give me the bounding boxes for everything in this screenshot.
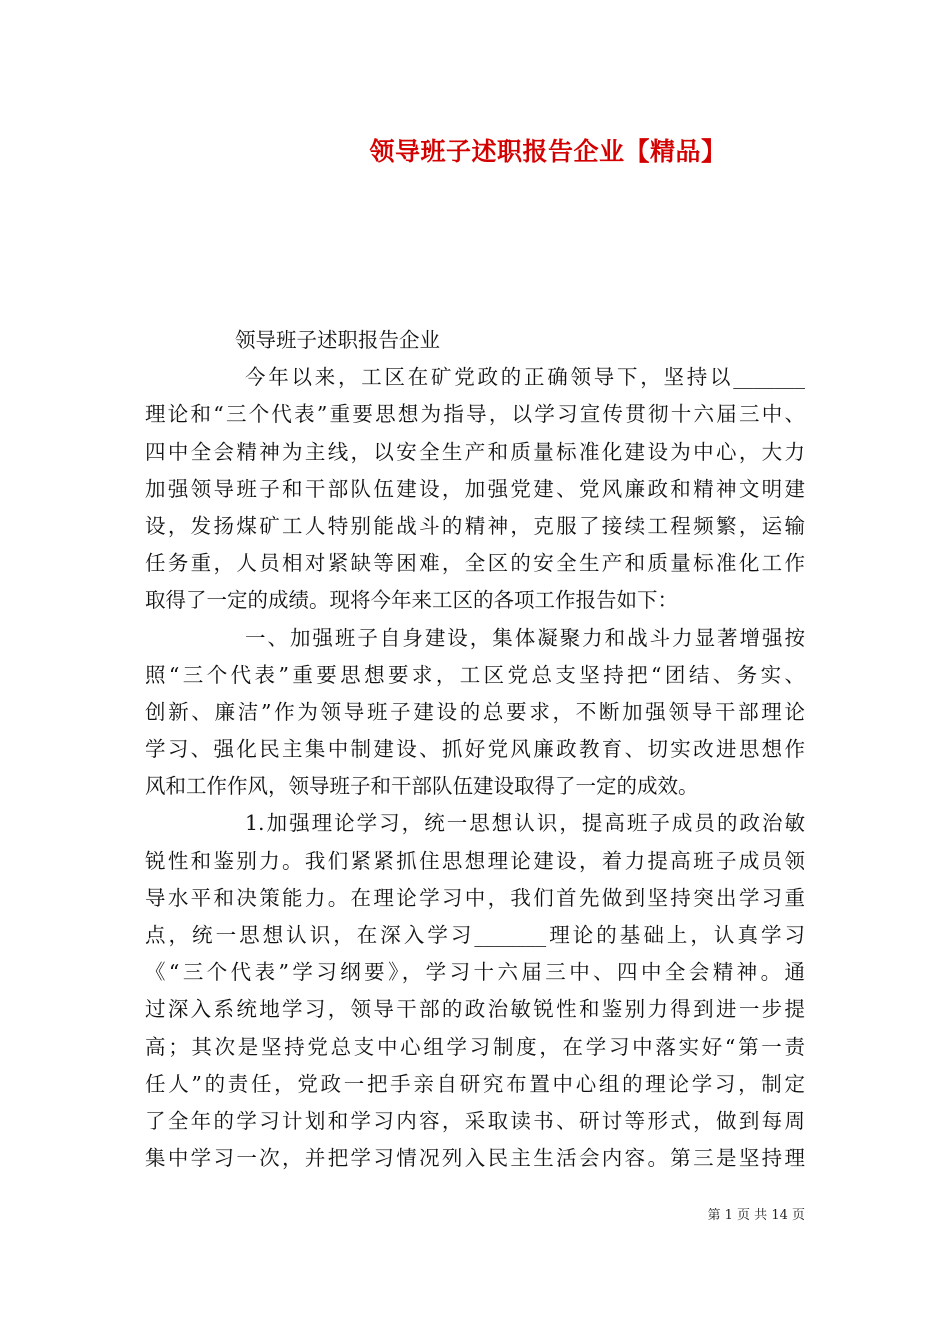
- text-line: 加强领导班子和干部队伍建设，加强党建、党风廉政和精神文明建: [145, 476, 805, 501]
- text-line: 高；其次是坚持党总支中心组学习制度，在学习中落实好“第一责: [145, 1034, 805, 1059]
- text-line: 设，发扬煤矿工人特别能战斗的精神，克服了接续工程频繁，运输: [145, 513, 805, 538]
- paragraph: [145, 359, 805, 619]
- text-line: 过深入系统地学习，领导干部的政治敏锐性和鉴别力得到进一步提: [145, 997, 805, 1022]
- document-body: [145, 322, 805, 1177]
- document-title: 领导班子述职报告企业【精品】: [369, 137, 727, 166]
- section-heading: 领导班子述职报告企业: [235, 328, 440, 352]
- page-number: 第 1 页 共 14 页: [707, 1208, 805, 1223]
- text-line: 照“三个代表”重要思想要求，工区党总支坚持把“团结、务实、: [145, 662, 805, 687]
- text-line: 四中全会精神为主线，以安全生产和质量标准化建设为中心，大力: [145, 439, 805, 464]
- text-line: 导水平和决策能力。在理论学习中，我们首先做到坚持突出学习重: [145, 885, 805, 910]
- text-line: 锐性和鉴别力。我们紧紧抓住思想理论建设，着力提高班子成员领: [145, 848, 805, 873]
- paragraph: [145, 805, 805, 1177]
- text-line: 学习、强化民主集中制建设、抓好党风廉政教育、切实改进思想作: [145, 737, 805, 762]
- text-line: 任人”的责任，党政一把手亲自研究布置中心组的理论学习，制定: [145, 1071, 805, 1096]
- text-line: 1.加强理论学习，统一思想认识，提高班子成员的政治敏: [245, 811, 805, 836]
- text-line: 一、加强班子自身建设，集体凝聚力和战斗力显著增强按: [245, 625, 805, 650]
- text-line: 取得了一定的成绩。现将今年来工区的各项工作报告如下：: [145, 588, 678, 613]
- text-line: 点，统一思想认识，在深入学习_______理论的基础上，认真学习: [145, 923, 805, 947]
- text-line: 任务重，人员相对紧缺等困难，全区的安全生产和质量标准化工作: [145, 551, 805, 576]
- text-line: 理论和“三个代表”重要思想为指导，以学习宣传贯彻十六届三中、: [145, 402, 805, 427]
- text-line: 风和工作作风，领导班子和干部队伍建设取得了一定的成效。: [145, 774, 699, 799]
- text-line: 创新、廉洁”作为领导班子建设的总要求，不断加强领导干部理论: [145, 699, 805, 724]
- text-line: 今年以来，工区在矿党政的正确领导下，坚持以_______: [245, 365, 805, 390]
- paragraph: [145, 620, 805, 806]
- paragraphs: [145, 359, 805, 1177]
- text-line: 了全年的学习计划和学习内容，采取读书、研讨等形式，做到每周: [145, 1108, 805, 1133]
- text-line: 集中学习一次，并把学习情况列入民主生活会内容。第三是坚持理: [145, 1146, 805, 1171]
- text-line: 《“三个代表”学习纲要》，学习十六届三中、四中全会精神。通: [145, 960, 805, 985]
